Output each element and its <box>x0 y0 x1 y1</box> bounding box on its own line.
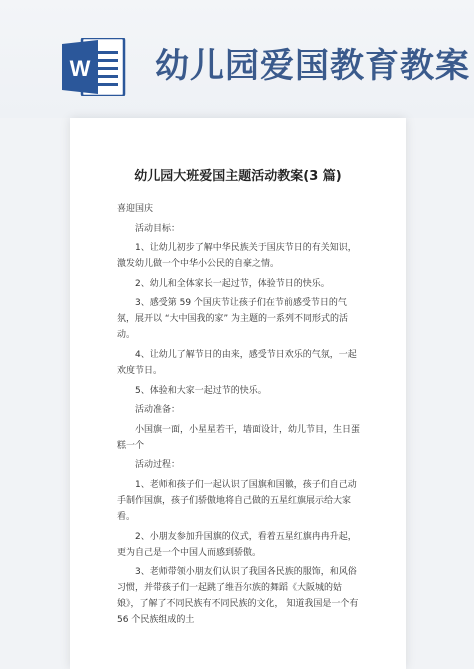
paragraph: 小国旗一面，小星星若干，墙面设计，幼儿节目，生日蛋糕一个 <box>117 424 361 451</box>
header-banner <box>0 0 474 118</box>
paragraph: 2、幼儿和全体家长一起过节，体验节日的快乐。 <box>135 278 330 289</box>
paragraph: 4、让幼儿了解节日的由来，感受节日欢乐的气氛，一起欢度节日。 <box>117 349 357 376</box>
paragraph: 喜迎国庆 <box>117 204 154 214</box>
document-title: 幼儿园大班爱国主题活动教案(3 篇) <box>134 169 342 184</box>
word-document-icon <box>62 38 126 96</box>
document-body <box>117 201 362 632</box>
paragraph: 活动目标： <box>135 223 181 234</box>
paragraph: 5、体验和大家一起过节的快乐。 <box>135 385 267 396</box>
banner-title: 幼儿园爱国教育教案 <box>155 46 470 86</box>
paragraph: 3、感受第 59 个国庆节让孩子们在节前感受节日的气氛，展开以 “大中国我的家” 为主题的一系列不同形式的活动。 <box>117 298 349 341</box>
paragraph: 2、小朋友参加升国旗的仪式，看着五星红旗冉冉升起，更为自己是一个中国人而感到骄傲。 <box>117 531 357 558</box>
paragraph: 3、老师带领小朋友们认识了我国各民族的服饰，和风俗习惯，并带孩子们一起跳了维吾尔族的舞蹈《大阪城的姑娘》，了解了不同民族有不同民族的文化， 知道我国是一个有 56 个民族组成的土 <box>117 567 359 626</box>
paragraph: 活动准备： <box>135 405 181 416</box>
paragraph: 1、让幼儿初步了解中华民族关于国庆节日的有关知识，激发幼儿做一个中华小公民的自豪之情。 <box>117 243 357 270</box>
document-page <box>70 118 406 669</box>
paragraph: 1、老师和孩子们一起认识了国旗和国徽，孩子们自己动手制作国旗，孩子们骄傲地将自己做的五星红旗展示给大家看。 <box>117 479 357 522</box>
svg-text:W: W <box>69 56 91 81</box>
paragraph: 活动过程： <box>135 460 181 471</box>
